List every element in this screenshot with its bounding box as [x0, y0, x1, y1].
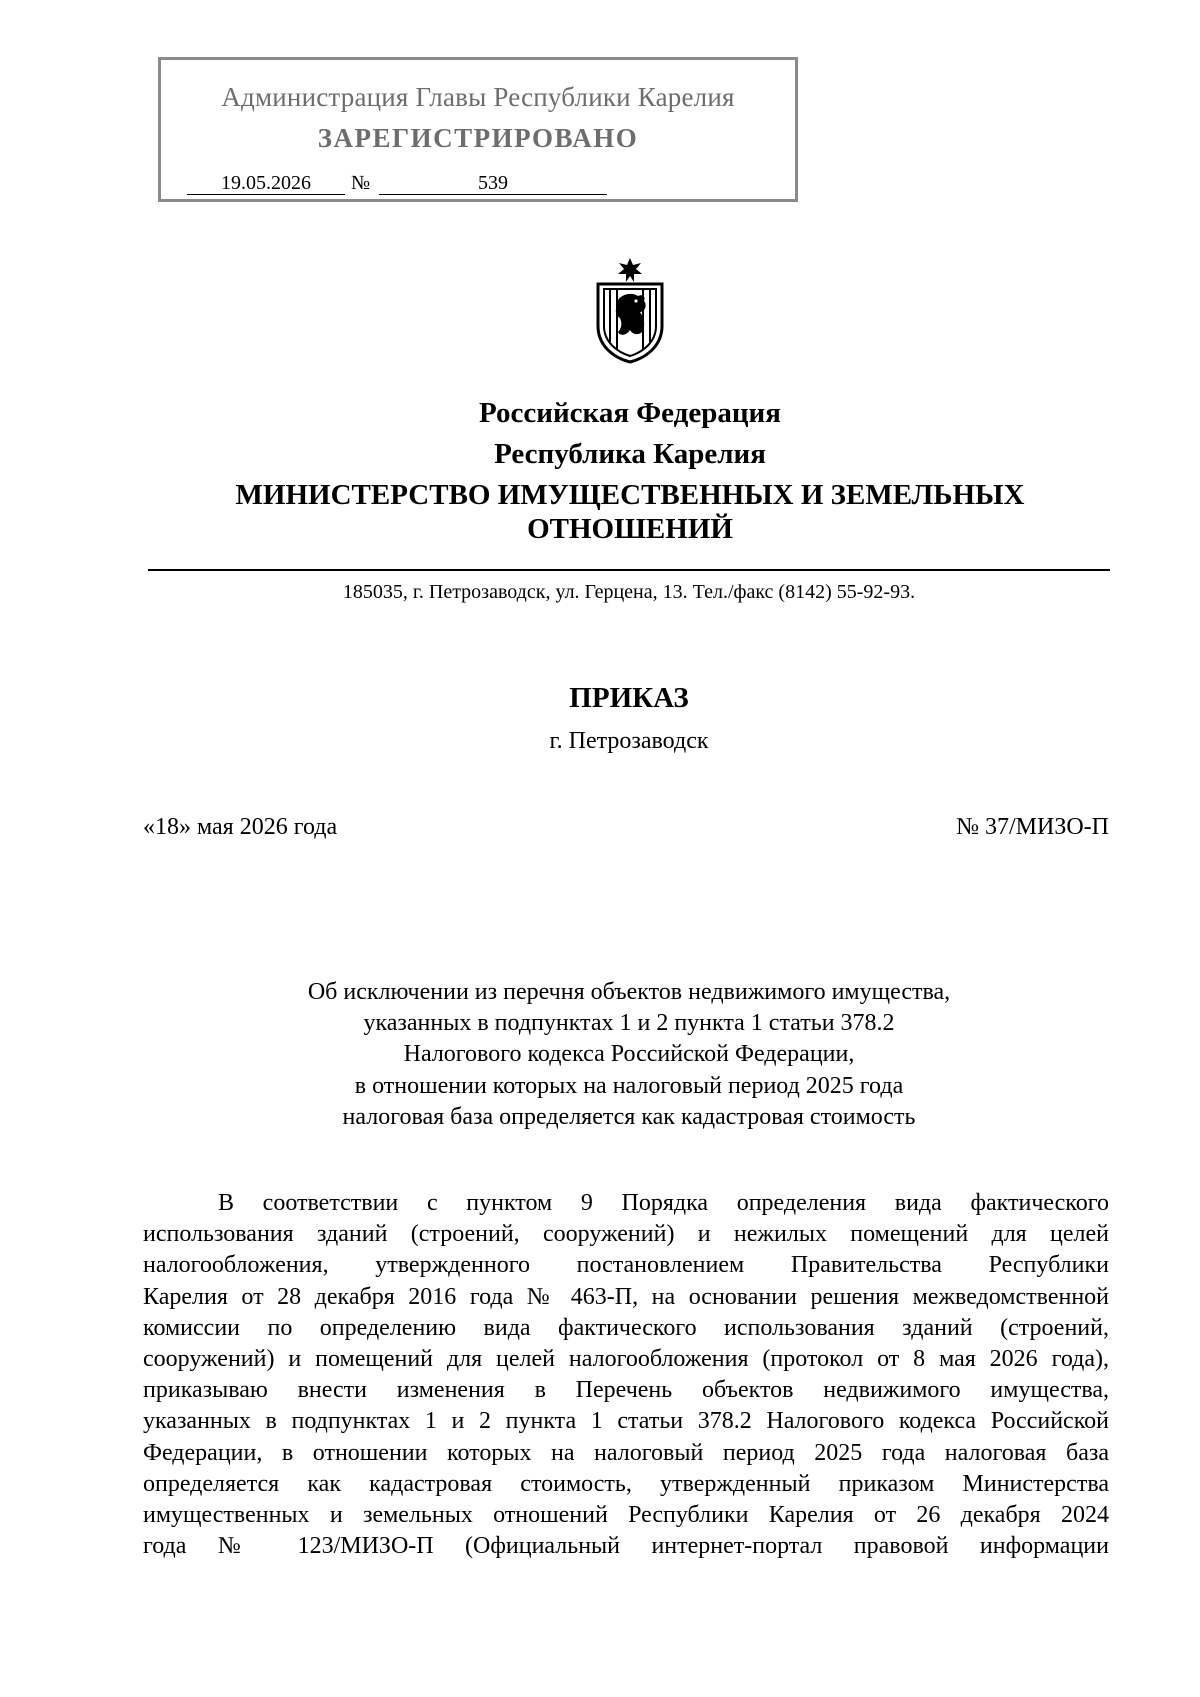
- subject-line: в отношении которых на налоговый период 2025 года: [354, 1072, 904, 1099]
- body-line: В соответствии с пунктом 9 Порядка определения вида фактического: [218, 1190, 1109, 1216]
- order-date-line: [143, 812, 1109, 842]
- order-date: «18» мая 2026 года: [143, 814, 338, 840]
- body-line: использования зданий (строений, сооружений) и нежилых помещений для целей: [143, 1221, 1109, 1248]
- ministry-address: 185035, г. Петрозаводск, ул. Герцена, 13. Тел./факс (8142) 55-92-93.: [342, 581, 916, 603]
- body-line: Федерации, в отношении которых на налоговый период 2025 года налоговая база: [143, 1439, 1109, 1466]
- body-line: Карелия от 28 декабря 2016 года № 463-П, на основании решения межведомственной: [143, 1283, 1109, 1310]
- body-line: имущественных и земельных отношений Республики Карелия от 26 декабря 2024: [143, 1502, 1109, 1529]
- body-line: указанных в подпунктах 1 и 2 пункта 1 статьи 378.2 Налогового кодекса Российской: [143, 1408, 1109, 1435]
- header-divider: [148, 569, 1110, 571]
- order-number: № 37/МИЗО-П: [956, 814, 1109, 840]
- order-subject: [148, 977, 1110, 1133]
- body-line: налогообложения, утвержденного постановлением Правительства Республики: [143, 1252, 1109, 1279]
- body-line: сооружений) и помещений для целей налогообложения (протокол от 8 мая 2026 года),: [143, 1346, 1109, 1373]
- stamp-number-sign: №: [351, 172, 371, 194]
- subject-line: указанных в подпунктах 1 и 2 пункта 1 статьи 378.2: [363, 1010, 895, 1037]
- stamp-date: 19.05.2026: [187, 172, 345, 195]
- order-body: [143, 1188, 1109, 1562]
- subject-line: налоговая база определяется как кадастровая стоимость: [342, 1103, 916, 1130]
- subject-line: Налогового кодекса Российской Федерации,: [403, 1041, 855, 1068]
- header-country: Российская Федерация: [479, 397, 781, 429]
- order-city: г. Петрозаводск: [549, 728, 709, 754]
- body-line: приказываю внести изменения в Перечень объектов недвижимого имущества,: [143, 1377, 1109, 1404]
- subject-line: Об исключении из перечня объектов недвижимого имущества,: [307, 979, 951, 1005]
- header-republic: Республика Карелия: [494, 438, 766, 470]
- stamp-registered: ЗАРЕГИСТРИРОВАНО: [317, 123, 639, 153]
- stamp-number: 539: [379, 172, 607, 195]
- karelia-coat-of-arms-icon: [586, 256, 674, 364]
- registration-stamp: [158, 57, 798, 202]
- header-ministry-cont: ОТНОШЕНИЙ: [527, 513, 733, 545]
- header-ministry: МИНИСТЕРСТВО ИМУЩЕСТВЕННЫХ И ЗЕМЕЛЬНЫХ: [235, 479, 1025, 511]
- stamp-authority: Администрация Главы Республики Карелия: [221, 82, 735, 112]
- body-line: определяется как кадастровая стоимость, утвержденный приказом Министерства: [143, 1470, 1109, 1497]
- body-line: года № 123/МИЗО-П (Официальный интернет-портал правовой информации: [143, 1533, 1109, 1560]
- order-title: ПРИКАЗ: [569, 682, 689, 714]
- body-line: комиссии по определению вида фактического использования зданий (строений,: [143, 1314, 1109, 1341]
